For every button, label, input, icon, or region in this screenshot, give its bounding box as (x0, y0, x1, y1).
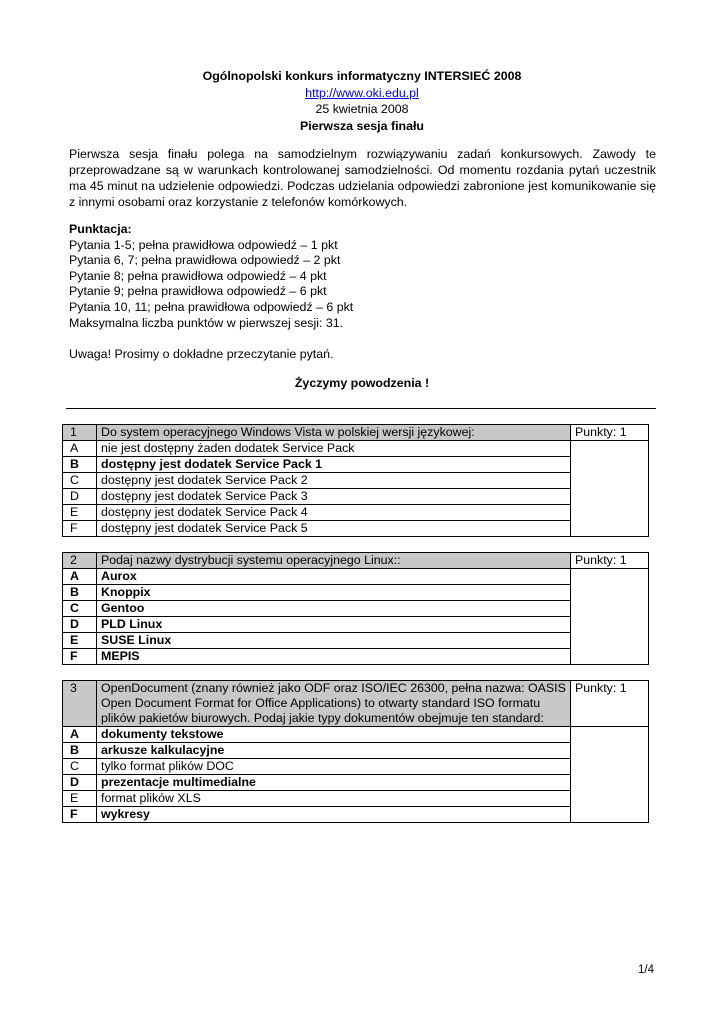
answer-letter: E (63, 633, 97, 649)
answer-text: Aurox (97, 569, 571, 585)
question-number: 2 (63, 553, 97, 569)
answer-letter: B (63, 585, 97, 601)
answer-row (63, 505, 649, 521)
answer-letter: F (63, 649, 97, 665)
answer-letter: E (63, 791, 97, 807)
answer-text: nie jest dostępny żaden dodatek Service Pack (97, 441, 571, 457)
answer-row (63, 441, 649, 457)
answer-letter: F (63, 521, 97, 537)
answer-letter: F (63, 807, 97, 823)
answer-letter: C (63, 759, 97, 775)
answer-text: SUSE Linux (97, 633, 571, 649)
scoring-line: Pytania 10, 11; pełna prawidłowa odpowiedź – 6 pkt (69, 299, 354, 314)
answer-text: arkusze kalkulacyjne (97, 743, 571, 759)
notice-text: Uwaga! Prosimy o dokładne przeczytanie pytań. (69, 347, 334, 361)
answer-row (63, 759, 649, 775)
answer-row (63, 617, 649, 633)
scoring-line: Pytania 1-5; pełna prawidłowa odpowiedź – 1 pkt (69, 237, 338, 252)
answer-text: format plików XLS (97, 791, 571, 807)
question-table-3 (62, 680, 649, 823)
scoring-line: Pytania 6, 7; pełna prawidłowa odpowiedź – 2 pkt (69, 253, 341, 268)
answer-text: dostępny jest dodatek Service Pack 3 (97, 489, 571, 505)
answer-letter: C (63, 473, 97, 489)
answer-text: Knoppix (97, 585, 571, 601)
answer-text: dostępny jest dodatek Service Pack 4 (97, 505, 571, 521)
answer-text: wykresy (97, 807, 571, 823)
answer-letter: D (63, 617, 97, 633)
question-text: Podaj nazwy dystrybucji systemu operacyjnego Linux:: (97, 553, 571, 569)
answer-letter: D (63, 489, 97, 505)
question-points: Punkty: 1 (571, 553, 649, 569)
answer-row (63, 743, 649, 759)
answer-letter: E (63, 505, 97, 521)
document-subtitle: Pierwsza sesja finału (300, 118, 424, 133)
answer-text: prezentacje multimedialne (97, 775, 571, 791)
answer-letter: A (63, 727, 97, 743)
answer-row (63, 569, 649, 585)
contest-url-link[interactable]: http://www.oki.edu.pl (305, 85, 419, 100)
question-number: 1 (63, 425, 97, 441)
answer-row (63, 585, 649, 601)
document-title: Ogólnopolski konkurs informatyczny INTERSIEĆ 2008 (202, 69, 522, 83)
document-header (0, 68, 724, 134)
question-table-1 (62, 424, 649, 537)
answer-text: dostępny jest dodatek Service Pack 1 (97, 457, 571, 473)
answer-letter: B (63, 743, 97, 759)
answer-row (63, 649, 649, 665)
points-cell (571, 441, 649, 537)
answer-letter: B (63, 457, 97, 473)
answer-letter: D (63, 775, 97, 791)
answer-text: dostępny jest dodatek Service Pack 2 (97, 473, 571, 489)
question-number: 3 (63, 681, 97, 727)
page-number: 1/4 (638, 964, 654, 976)
answer-row (63, 473, 649, 489)
points-cell (571, 727, 649, 823)
scoring-line: Maksymalna liczba punktów w pierwszej sesji: 31. (69, 315, 344, 330)
intro-paragraph: Pierwsza sesja finału polega na samodzielnym rozwiązywaniu zadań konkursowych. Zawody te przeprowadzane są w warunkach kontrolowanej samodzielności. Od momentu rozdania pytań uczestnik ma 45 minut na udzielenie odpowiedzi. Podczas udzielania odpowiedzi zabronione jest komunikowanie się z innymi osobami oraz korzystanie z telefonów komórkowych. (69, 147, 656, 209)
answer-row (63, 457, 649, 473)
scoring-line: Pytanie 8; pełna prawidłowa odpowiedź – 4 pkt (69, 268, 327, 283)
answer-text: Gentoo (97, 601, 571, 617)
answer-text: dostępny jest dodatek Service Pack 5 (97, 521, 571, 537)
answer-text: PLD Linux (97, 617, 571, 633)
answer-letter: A (63, 441, 97, 457)
question-points: Punkty: 1 (571, 681, 649, 727)
answer-text: MEPIS (97, 649, 571, 665)
answer-row (63, 521, 649, 537)
answer-row (63, 489, 649, 505)
scoring-heading: Punktacja: (69, 222, 132, 236)
answer-letter: C (63, 601, 97, 617)
answer-row (63, 791, 649, 807)
question-table-2 (62, 552, 649, 665)
question-text: OpenDocument (znany również jako ODF oraz ISO/IEC 26300, pełna nazwa: OASIS Open Document Format for Office Applications) to otwarty standard ISO formatu plików pakietów biurowych. Podaj jakie typy dokumentów obejmuje ten standard: (97, 681, 571, 727)
document-date: 25 kwietnia 2008 (315, 102, 409, 116)
question-text: Do system operacyjnego Windows Vista w polskiej wersji językowej: (97, 425, 571, 441)
answer-row (63, 775, 649, 791)
scoring-line: Pytanie 9; pełna prawidłowa odpowiedź – 6 pkt (69, 284, 327, 299)
good-luck-text: Życzymy powodzenia ! (294, 376, 430, 390)
question-header-row (63, 553, 649, 569)
answer-row (63, 727, 649, 743)
answer-row (63, 807, 649, 823)
answer-row (63, 633, 649, 649)
question-header-row (63, 425, 649, 441)
answer-text: tylko format plików DOC (97, 759, 571, 775)
divider-line (66, 408, 656, 409)
answer-row (63, 601, 649, 617)
points-cell (571, 569, 649, 665)
question-points: Punkty: 1 (571, 425, 649, 441)
scoring-section (69, 222, 656, 331)
answer-letter: A (63, 569, 97, 585)
answer-text: dokumenty tekstowe (97, 727, 571, 743)
question-header-row (63, 681, 649, 727)
